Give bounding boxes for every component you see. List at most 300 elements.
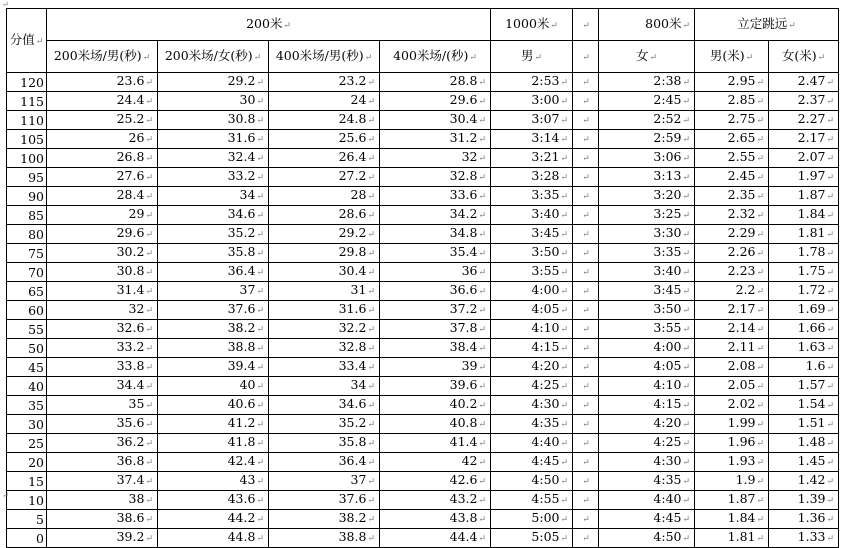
cell-1000m-male-value: 3:35: [531, 187, 560, 202]
group-jump-header: 立定跳远↵: [695, 9, 839, 41]
cell-blank: ↵: [573, 529, 599, 548]
cell-200m-male: 36.2↵: [47, 434, 158, 453]
cell-200m-male: 30.8↵: [47, 263, 158, 282]
table-row: [7, 244, 839, 263]
table-row: [7, 168, 839, 187]
cell-blank: ↵: [573, 130, 599, 149]
cell-800m-female: 2:45↵: [599, 92, 695, 111]
cell-800m-female: 3:55↵: [599, 320, 695, 339]
cell-1000m-male-value: 4:15: [531, 339, 560, 354]
cell-800m-female-value: 4:35: [653, 472, 682, 487]
cell-200m-female: 43.6↵: [158, 491, 269, 510]
cell-jump-male-value: 1.93: [727, 453, 756, 468]
cell-400m-other: 34.2↵: [380, 206, 491, 225]
cell-score: 115: [7, 92, 47, 111]
cell-400m-male-value: 26.4: [338, 149, 367, 164]
cell-200m-female: 42.4↵: [158, 453, 269, 472]
cell-200m-female: 35.8↵: [158, 244, 269, 263]
cell-jump-female-value: 1.6: [805, 358, 826, 373]
cell-blank: ↵: [573, 149, 599, 168]
cell-400m-male-value: 35.8: [338, 434, 367, 449]
cell-jump-female: 2.37↵: [769, 92, 839, 111]
table-row: [7, 282, 839, 301]
cell-blank: ↵: [573, 225, 599, 244]
cell-400m-other: 43.8↵: [380, 510, 491, 529]
cell-400m-other-value: 40.8: [449, 415, 478, 430]
cell-400m-male: 36.4↵: [269, 453, 380, 472]
cell-score: 10: [7, 491, 47, 510]
cell-200m-male: 35.6↵: [47, 415, 158, 434]
cell-200m-female-value: 30: [239, 92, 256, 107]
cell-jump-female-value: 1.36: [797, 510, 826, 525]
cell-400m-other-value: 33.6: [449, 187, 478, 202]
cell-blank: ↵: [573, 472, 599, 491]
header-row-subcolumns: [7, 41, 839, 73]
cell-jump-female-value: 1.97: [797, 168, 826, 183]
cell-1000m-male: 3:55↵: [491, 263, 573, 282]
cell-score: 60: [7, 301, 47, 320]
cell-jump-female: 1.6↵: [769, 358, 839, 377]
cell-200m-female-value: 31.6: [227, 130, 256, 145]
cell-400m-other: 41.4↵: [380, 434, 491, 453]
cell-400m-male-value: 29.2: [338, 225, 367, 240]
cell-jump-female-value: 1.66: [797, 320, 826, 335]
table-row: [7, 206, 839, 225]
cell-jump-male-value: 2.35: [727, 187, 756, 202]
group-800m-header: 800米↵: [599, 9, 695, 41]
score-header: 分值↵: [7, 9, 47, 73]
cell-jump-male: 2.05↵: [695, 377, 769, 396]
cell-blank: ↵: [573, 453, 599, 472]
cell-800m-female-value: 4:25: [653, 434, 682, 449]
cell-400m-other: 40.2↵: [380, 396, 491, 415]
cell-1000m-male-value: 4:10: [531, 320, 560, 335]
cell-score: 35: [7, 396, 47, 415]
cell-200m-female-value: 40: [239, 377, 256, 392]
cell-200m-female-value: 44.8: [227, 529, 256, 544]
cell-jump-male: 2.23↵: [695, 263, 769, 282]
cell-800m-female: 4:05↵: [599, 358, 695, 377]
cell-score: 105: [7, 130, 47, 149]
cell-score: 30: [7, 415, 47, 434]
cell-800m-female-value: 4:20: [653, 415, 682, 430]
cell-400m-male: 34.6↵: [269, 396, 380, 415]
cell-200m-female: 41.8↵: [158, 434, 269, 453]
cell-jump-male: 1.96↵: [695, 434, 769, 453]
cell-400m-male: 28↵: [269, 187, 380, 206]
cell-score: 50: [7, 339, 47, 358]
cell-400m-male: 34↵: [269, 377, 380, 396]
cell-jump-male-value: 2.02: [727, 396, 756, 411]
table-row: [7, 130, 839, 149]
cell-200m-female-value: 35.8: [227, 244, 256, 259]
cell-blank: ↵: [573, 244, 599, 263]
cell-200m-male-value: 37.4: [116, 472, 145, 487]
cell-jump-female: 1.33↵: [769, 529, 839, 548]
table-row: [7, 301, 839, 320]
cell-200m-male-value: 31.4: [116, 282, 145, 297]
cell-score: 90: [7, 187, 47, 206]
cell-blank: ↵: [573, 396, 599, 415]
cell-jump-male: 2.95↵: [695, 73, 769, 92]
cell-jump-female: 1.87↵: [769, 187, 839, 206]
blank-header-bottom: ↵: [573, 41, 599, 73]
cell-jump-female: 1.63↵: [769, 339, 839, 358]
cell-score: 15: [7, 472, 47, 491]
cell-jump-male: 2.02↵: [695, 396, 769, 415]
cell-400m-other: 30.4↵: [380, 111, 491, 130]
cell-400m-other-value: 32.8: [449, 168, 478, 183]
cell-800m-female-value: 2:45: [653, 92, 682, 107]
cell-200m-male-value: 36.8: [116, 453, 145, 468]
table-row: [7, 187, 839, 206]
cell-800m-female: 3:35↵: [599, 244, 695, 263]
cell-400m-other-value: 37.2: [449, 301, 478, 316]
cell-score: 0: [7, 529, 47, 548]
cell-jump-male-value: 2.17: [727, 301, 756, 316]
table-row: [7, 92, 839, 111]
cell-800m-female-value: 4:00: [653, 339, 682, 354]
cell-blank: ↵: [573, 415, 599, 434]
cell-200m-male: 29↵: [47, 206, 158, 225]
cell-200m-male-value: 32.6: [116, 320, 145, 335]
cell-400m-male: 33.4↵: [269, 358, 380, 377]
cell-400m-other-value: 34.8: [449, 225, 478, 240]
cell-jump-male-value: 2.14: [727, 320, 756, 335]
cell-jump-male: 2.2↵: [695, 282, 769, 301]
cell-800m-female-value: 2:59: [653, 130, 682, 145]
cell-1000m-male-value: 5:00: [531, 510, 560, 525]
cell-blank: ↵: [573, 320, 599, 339]
cell-blank: ↵: [573, 92, 599, 111]
cell-200m-male: 32↵: [47, 301, 158, 320]
cell-score: 85: [7, 206, 47, 225]
cell-1000m-male-value: 5:05: [531, 529, 560, 544]
cell-400m-other: 34.8↵: [380, 225, 491, 244]
cell-jump-female: 2.47↵: [769, 73, 839, 92]
cell-400m-other: 42.6↵: [380, 472, 491, 491]
cell-blank: ↵: [573, 263, 599, 282]
cell-200m-female-value: 29.2: [227, 73, 256, 88]
cell-1000m-male: 4:40↵: [491, 434, 573, 453]
cell-200m-female: 41.2↵: [158, 415, 269, 434]
cell-400m-other: 36↵: [380, 263, 491, 282]
cell-200m-male: 39.2↵: [47, 529, 158, 548]
cell-200m-female: 34↵: [158, 187, 269, 206]
cell-1000m-male: 4:30↵: [491, 396, 573, 415]
cell-200m-female: 34.6↵: [158, 206, 269, 225]
cell-200m-female-value: 37.6: [227, 301, 256, 316]
cell-jump-male-value: 1.9: [735, 472, 756, 487]
cell-jump-female: 1.66↵: [769, 320, 839, 339]
cell-score: 20: [7, 453, 47, 472]
cell-jump-male-value: 1.96: [727, 434, 756, 449]
cell-400m-other-value: 39.6: [449, 377, 478, 392]
cell-jump-male: 2.75↵: [695, 111, 769, 130]
table-row: [7, 149, 839, 168]
cell-blank: ↵: [573, 491, 599, 510]
subheader-jump-female: 女(米)↵: [769, 41, 839, 73]
cell-jump-female: 1.48↵: [769, 434, 839, 453]
cell-400m-male: 35.2↵: [269, 415, 380, 434]
cell-400m-male: 35.8↵: [269, 434, 380, 453]
cell-400m-other-value: 29.6: [449, 92, 478, 107]
cell-400m-male: 29.2↵: [269, 225, 380, 244]
cell-200m-female: 30↵: [158, 92, 269, 111]
cell-800m-female: 4:40↵: [599, 491, 695, 510]
cell-200m-male-value: 24.4: [116, 92, 145, 107]
cell-jump-female-value: 1.45: [797, 453, 826, 468]
cell-400m-other-value: 28.8: [449, 73, 478, 88]
cell-jump-female: 1.57↵: [769, 377, 839, 396]
cell-400m-other: 40.8↵: [380, 415, 491, 434]
cell-400m-male-value: 32.8: [338, 339, 367, 354]
cell-score: 80: [7, 225, 47, 244]
cell-400m-other: 29.6↵: [380, 92, 491, 111]
cell-800m-female-value: 3:25: [653, 206, 682, 221]
cell-400m-other: 31.2↵: [380, 130, 491, 149]
cell-400m-male: 24.8↵: [269, 111, 380, 130]
cell-jump-male: 2.14↵: [695, 320, 769, 339]
cell-1000m-male-value: 4:40: [531, 434, 560, 449]
cell-800m-female: 3:06↵: [599, 149, 695, 168]
cell-jump-female-value: 1.33: [797, 529, 826, 544]
cell-jump-female: 2.27↵: [769, 111, 839, 130]
cell-jump-male: 2.45↵: [695, 168, 769, 187]
cell-1000m-male: 4:15↵: [491, 339, 573, 358]
cell-jump-female: 1.36↵: [769, 510, 839, 529]
table-row: [7, 529, 839, 548]
subheader-200m-female: 200米场/女(秒)↵: [158, 41, 269, 73]
table-row: [7, 453, 839, 472]
cell-1000m-male: 3:00↵: [491, 92, 573, 111]
cell-400m-other-value: 42: [461, 453, 478, 468]
cell-200m-female: 36.4↵: [158, 263, 269, 282]
cell-200m-female-value: 40.6: [227, 396, 256, 411]
cell-jump-male-value: 2.95: [727, 73, 756, 88]
cell-jump-female-value: 2.47: [797, 73, 826, 88]
cell-jump-female: 2.17↵: [769, 130, 839, 149]
cell-jump-female: 1.97↵: [769, 168, 839, 187]
cell-1000m-male: 3:07↵: [491, 111, 573, 130]
table-row: [7, 491, 839, 510]
cell-400m-other: 37.2↵: [380, 301, 491, 320]
cell-200m-male-value: 26: [128, 130, 145, 145]
cell-200m-male-value: 28.4: [116, 187, 145, 202]
cell-1000m-male-value: 2:53: [531, 73, 560, 88]
cell-400m-other-value: 36: [461, 263, 478, 278]
cell-400m-male: 27.2↵: [269, 168, 380, 187]
cell-800m-female: 4:25↵: [599, 434, 695, 453]
cell-400m-male: 37.6↵: [269, 491, 380, 510]
cell-1000m-male-value: 4:25: [531, 377, 560, 392]
cell-400m-other: 35.4↵: [380, 244, 491, 263]
table-row: [7, 510, 839, 529]
cell-score: 55: [7, 320, 47, 339]
cell-200m-male: 24.4↵: [47, 92, 158, 111]
cell-200m-female: 37.6↵: [158, 301, 269, 320]
cell-jump-female-value: 1.54: [797, 396, 826, 411]
cell-200m-male-value: 35: [128, 396, 145, 411]
cell-1000m-male-value: 3:40: [531, 206, 560, 221]
cell-1000m-male-value: 3:28: [531, 168, 560, 183]
cell-400m-male: 31↵: [269, 282, 380, 301]
cell-jump-female: 1.51↵: [769, 415, 839, 434]
cell-jump-male: 1.99↵: [695, 415, 769, 434]
table-row: [7, 358, 839, 377]
cell-jump-male-value: 2.08: [727, 358, 756, 373]
cell-200m-female-value: 32.4: [227, 149, 256, 164]
cell-200m-female: 44.8↵: [158, 529, 269, 548]
cell-800m-female: 4:50↵: [599, 529, 695, 548]
cell-800m-female: 4:15↵: [599, 396, 695, 415]
cell-200m-female-value: 41.8: [227, 434, 256, 449]
cell-400m-male-value: 37.6: [338, 491, 367, 506]
cell-jump-female: 2.07↵: [769, 149, 839, 168]
cell-jump-male: 2.17↵: [695, 301, 769, 320]
cell-200m-male: 31.4↵: [47, 282, 158, 301]
cell-jump-male: 2.11↵: [695, 339, 769, 358]
cell-1000m-male-value: 4:05: [531, 301, 560, 316]
cell-jump-male: 2.29↵: [695, 225, 769, 244]
cell-200m-female: 38.8↵: [158, 339, 269, 358]
cell-1000m-male-value: 3:55: [531, 263, 560, 278]
cell-400m-other-value: 39: [461, 358, 478, 373]
cell-jump-male: 2.85↵: [695, 92, 769, 111]
cell-800m-female: 3:30↵: [599, 225, 695, 244]
cell-score: 45: [7, 358, 47, 377]
cell-800m-female-value: 3:35: [653, 244, 682, 259]
subheader-jump-male: 男(米)↵: [695, 41, 769, 73]
cell-400m-male-value: 38.8: [338, 529, 367, 544]
cell-jump-female-value: 1.81: [797, 225, 826, 240]
cell-blank: ↵: [573, 206, 599, 225]
cell-400m-male-value: 34: [350, 377, 367, 392]
cell-400m-other: 44.4↵: [380, 529, 491, 548]
cell-800m-female: 3:13↵: [599, 168, 695, 187]
cell-800m-female: 3:20↵: [599, 187, 695, 206]
cell-jump-female-value: 1.72: [797, 282, 826, 297]
cell-200m-male-value: 39.2: [116, 529, 145, 544]
cell-jump-female-value: 1.42: [797, 472, 826, 487]
cell-jump-male: 1.84↵: [695, 510, 769, 529]
cell-1000m-male-value: 4:45: [531, 453, 560, 468]
cell-400m-male-value: 38.2: [338, 510, 367, 525]
cell-400m-male: 31.6↵: [269, 301, 380, 320]
cell-score: 5: [7, 510, 47, 529]
cell-400m-male: 29.8↵: [269, 244, 380, 263]
cell-1000m-male: 5:00↵: [491, 510, 573, 529]
cell-800m-female-value: 3:06: [653, 149, 682, 164]
cell-1000m-male: 4:50↵: [491, 472, 573, 491]
cell-1000m-male: 3:45↵: [491, 225, 573, 244]
cell-200m-male-value: 36.2: [116, 434, 145, 449]
cell-score: 100: [7, 149, 47, 168]
cell-jump-female-value: 2.37: [797, 92, 826, 107]
cell-200m-female-value: 37: [239, 282, 256, 297]
cell-score: 95: [7, 168, 47, 187]
score-table-container: [6, 8, 839, 548]
cell-jump-male: 2.26↵: [695, 244, 769, 263]
table-row: [7, 396, 839, 415]
cell-200m-female: 38.2↵: [158, 320, 269, 339]
cell-200m-male: 25.2↵: [47, 111, 158, 130]
cell-1000m-male: 4:55↵: [491, 491, 573, 510]
cell-jump-female: 1.75↵: [769, 263, 839, 282]
top-margin-mark: ↵: [2, 0, 9, 9]
cell-jump-male: 1.87↵: [695, 491, 769, 510]
cell-jump-female: 1.42↵: [769, 472, 839, 491]
cell-jump-male: 2.65↵: [695, 130, 769, 149]
cell-jump-female-value: 1.69: [797, 301, 826, 316]
cell-jump-male: 2.55↵: [695, 149, 769, 168]
cell-blank: ↵: [573, 377, 599, 396]
table-row: [7, 472, 839, 491]
cell-200m-male: 33.8↵: [47, 358, 158, 377]
group-200m-header: 200米↵: [47, 9, 491, 41]
cell-400m-male-value: 30.4: [338, 263, 367, 278]
cell-400m-other-value: 41.4: [449, 434, 478, 449]
cell-800m-female: 4:45↵: [599, 510, 695, 529]
cell-200m-female: 29.2↵: [158, 73, 269, 92]
cell-jump-male-value: 2.75: [727, 111, 756, 126]
cell-jump-male-value: 1.84: [727, 510, 756, 525]
cell-400m-male: 28.6↵: [269, 206, 380, 225]
cell-jump-female-value: 2.17: [797, 130, 826, 145]
cell-score: 110: [7, 111, 47, 130]
cell-1000m-male-value: 4:30: [531, 396, 560, 411]
cell-blank: ↵: [573, 111, 599, 130]
cell-400m-other-value: 43.8: [449, 510, 478, 525]
cell-blank: ↵: [573, 73, 599, 92]
cell-blank: ↵: [573, 434, 599, 453]
cell-blank: ↵: [573, 187, 599, 206]
cell-1000m-male: 4:05↵: [491, 301, 573, 320]
cell-200m-male-value: 34.4: [116, 377, 145, 392]
cell-800m-female-value: 3:55: [653, 320, 682, 335]
cell-800m-female: 3:25↵: [599, 206, 695, 225]
cell-400m-other: 32.8↵: [380, 168, 491, 187]
cell-400m-other-value: 35.4: [449, 244, 478, 259]
cell-score: 25: [7, 434, 47, 453]
cell-1000m-male-value: 4:20: [531, 358, 560, 373]
cell-800m-female: 4:20↵: [599, 415, 695, 434]
cell-400m-other: 37.8↵: [380, 320, 491, 339]
cell-jump-male-value: 2.11: [727, 339, 756, 354]
cell-1000m-male-value: 3:21: [531, 149, 560, 164]
cell-400m-male: 32.8↵: [269, 339, 380, 358]
cell-jump-male: 1.81↵: [695, 529, 769, 548]
cell-200m-male-value: 27.6: [116, 168, 145, 183]
cell-1000m-male: 3:14↵: [491, 130, 573, 149]
cell-200m-male-value: 30.8: [116, 263, 145, 278]
cell-400m-male-value: 34.6: [338, 396, 367, 411]
cell-score: 70: [7, 263, 47, 282]
cell-400m-male: 24↵: [269, 92, 380, 111]
cell-200m-male: 32.6↵: [47, 320, 158, 339]
cell-400m-other: 28.8↵: [380, 73, 491, 92]
table-row: [7, 73, 839, 92]
cell-1000m-male: 3:50↵: [491, 244, 573, 263]
cell-1000m-male: 4:25↵: [491, 377, 573, 396]
cell-200m-male: 26.8↵: [47, 149, 158, 168]
cell-800m-female: 4:10↵: [599, 377, 695, 396]
cell-800m-female-value: 4:30: [653, 453, 682, 468]
cell-jump-female: 1.78↵: [769, 244, 839, 263]
cell-jump-female-value: 1.87: [797, 187, 826, 202]
cell-jump-male-value: 2.29: [727, 225, 756, 240]
cell-200m-male-value: 29: [128, 206, 145, 221]
